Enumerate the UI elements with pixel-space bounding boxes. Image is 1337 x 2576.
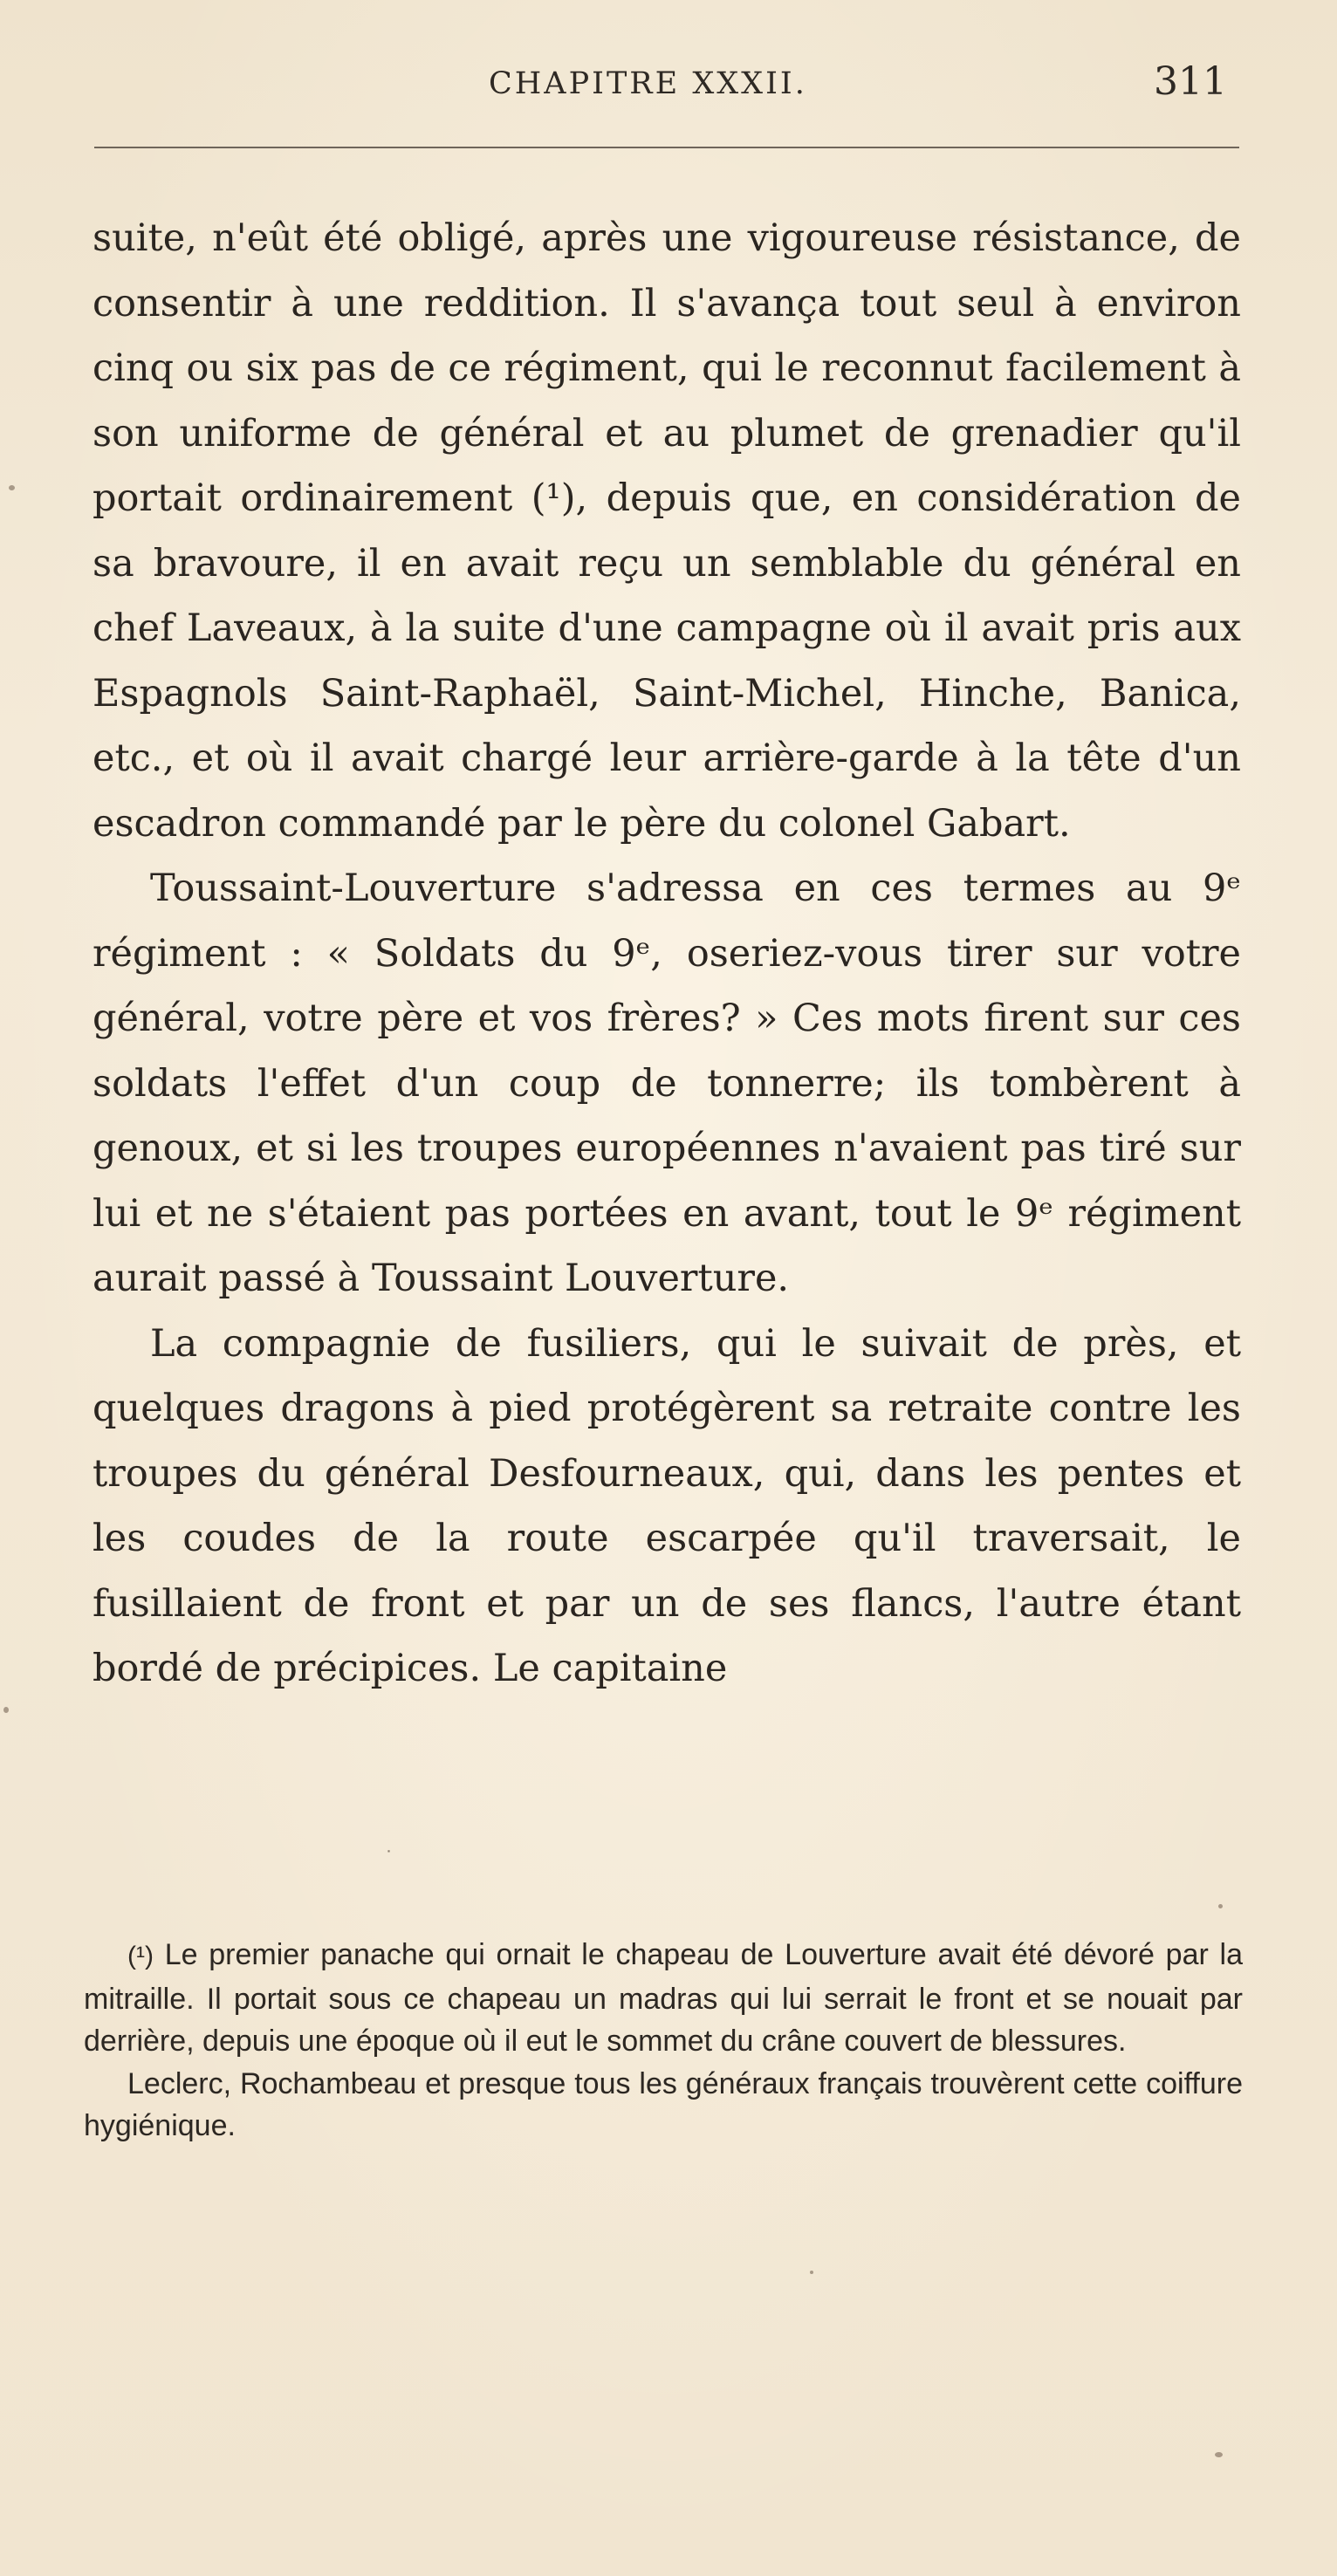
ink-speck: [810, 2271, 813, 2274]
paragraph-2: Toussaint-Louverture s'adressa en ces termes au 9ᵉ régiment : « Soldats du 9ᵉ, oseriez-vous tirer sur votre général, votre père et vos frères? » Ces mots firent sur ces soldats l'effet d'un coup de tonnerre; ils tombèrent à genoux, et si les troupes européennes n'avaient pas tiré sur lui et ne s'étaient pas portées en avant, tout le 9ᵉ régiment aurait passé à Toussaint Louverture.: [93, 867, 1241, 1300]
footnote-separator-dots: ˙: [384, 1848, 394, 1870]
ink-speck: [1218, 1904, 1223, 1908]
footnote-2: Leclerc, Rochambeau et presque tous les généraux français trouvèrent cette coiffure hygiénique.: [84, 2066, 1243, 2142]
header-rule: [94, 147, 1239, 148]
page-number: 311: [1154, 59, 1227, 104]
footnote-1: [84, 1934, 1243, 2063]
chapter-title: CHAPITRE XXXII.: [489, 66, 807, 101]
ink-speck: [3, 1707, 9, 1713]
footnotes: [84, 1934, 1243, 2148]
paragraph-1: suite, n'eût été obligé, après une vigoureuse résistance, de consentir à une reddition. Il s'avança tout seul à environ cinq ou six pas de ce régiment, qui le reconnut facilement à son uniforme de général et au plumet de grenadier qu'il portait ordinairement (¹), depuis que, en considération de sa bravoure, il en avait reçu un semblable du général en chef Laveaux, à la suite d'une campagne où il avait pris aux Espagnols Saint-Raphaël, Saint-Michel, Hinche, Banica, etc., et où il avait chargé leur arrière-garde à la tête d'un escadron commandé par le père du colonel Gabart.: [93, 216, 1241, 846]
ink-speck: [1215, 2452, 1223, 2457]
ink-speck: [9, 485, 15, 490]
body-text: [93, 206, 1241, 1702]
paragraph-3: La compagnie de fusiliers, qui le suivait de près, et quelques dragons à pied protégèrent sa retraite contre les troupes du général Desfourneaux, qui, dans les pentes et les coudes de la route escarpée qu'il traversait, le fusillaient de front et par un de ses flancs, l'autre étant bordé de précipices. Le capitaine: [93, 1321, 1241, 1690]
footnote-marker: (¹): [127, 1942, 154, 1970]
footnote-1-text: Le premier panache qui ornait le chapeau de Louverture avait été dévoré par la mitraille. Il portait sous ce chapeau un madras qui lui serrait le front et se nouait par derrière, depuis une époque où il eut le sommet du crâne couvert de blessures.: [84, 1938, 1243, 2058]
running-head: [0, 54, 1337, 115]
